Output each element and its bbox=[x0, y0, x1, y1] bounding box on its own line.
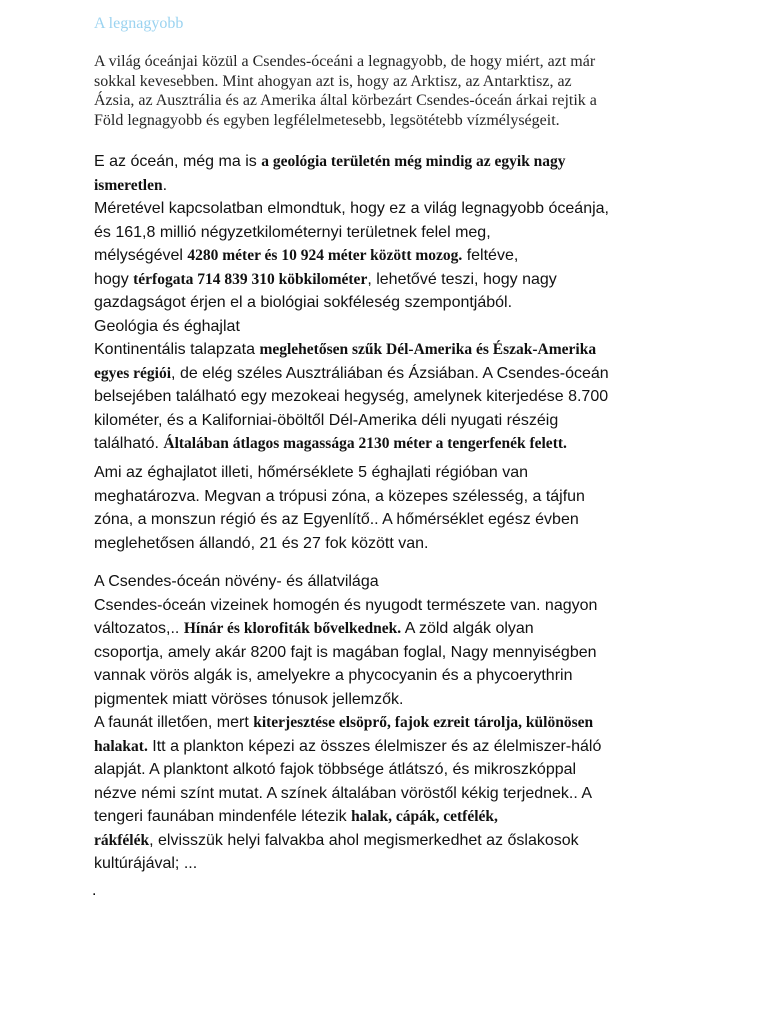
text-segment: feltéve, bbox=[462, 247, 519, 264]
text-line bbox=[94, 315, 704, 339]
text-segment: Itt a plankton képezi az összes élelmiszer és az élelmiszer-háló bbox=[147, 737, 602, 755]
text-segment: , lehetővé teszi, hogy nagy bbox=[367, 270, 557, 288]
text-line bbox=[94, 338, 704, 362]
text-segment: csoportja, amely akár 8200 fajt is magában foglal, Nagy mennyiségben bbox=[94, 643, 597, 661]
intro-line: A világ óceánjai közül a Csendes-óceáni a legnagyobb, de hogy miért, azt már bbox=[94, 53, 596, 70]
text-segment: alapját. A planktont alkotó fajok többsége átlátszó, és mikroszkóppal bbox=[94, 761, 577, 778]
intro-paragraph bbox=[94, 52, 704, 130]
bold-segment: Hínár és klorofiták bővelkednek. bbox=[183, 620, 402, 637]
text-line bbox=[94, 485, 704, 509]
text-segment: belsejében található egy mezokeai hegység, amelynek kiterjedése 8.700 bbox=[94, 388, 609, 405]
text-line bbox=[94, 221, 704, 245]
text-segment: vannak vörös algák is, amelyekre a phycocyanin és a phycoerythrin bbox=[94, 667, 573, 684]
text-segment: Kontinentális talapzata bbox=[94, 341, 260, 358]
text-segment: meghatározva. Megvan a trópusi zóna, a közepes szélesség, a tájfun bbox=[94, 487, 585, 505]
text-segment: Csendes-óceán vizeinek homogén és nyugodt természete van. nagyon bbox=[94, 596, 598, 614]
text-line bbox=[94, 570, 704, 594]
text-segment: található. bbox=[94, 435, 164, 452]
body-block-climate bbox=[94, 461, 704, 555]
text-segment: , elvisszük helyi falvakba ahol megismerkedhet az őslakosok bbox=[149, 831, 579, 849]
text-line bbox=[94, 688, 704, 712]
bold-segment: meglehetősen szűk Dél-Amerika és Észak-Amerika bbox=[259, 341, 597, 358]
text-line bbox=[94, 385, 704, 409]
text-segment: E az óceán, még ma is bbox=[94, 153, 262, 170]
text-line bbox=[94, 174, 704, 198]
text-line bbox=[94, 197, 704, 221]
text-line bbox=[94, 291, 704, 315]
bold-segment: 4280 méter és 10 924 méter között mozog. bbox=[187, 247, 463, 264]
text-line bbox=[94, 461, 704, 485]
text-segment: tengeri faunában mindenféle létezik bbox=[94, 808, 352, 825]
text-line bbox=[94, 150, 704, 174]
text-segment: A faunát illetően, mert bbox=[94, 714, 254, 731]
text-line bbox=[94, 852, 704, 876]
text-line bbox=[94, 532, 704, 556]
text-segment: Méretével kapcsolatban elmondtuk, hogy ez a világ legnagyobb óceánja, bbox=[94, 200, 609, 217]
text-line bbox=[94, 432, 704, 456]
bold-segment: térfogata 714 839 310 köbkilométer bbox=[133, 270, 368, 288]
bold-segment: a geológia területén még mindig az egyik nagy bbox=[261, 153, 566, 170]
text-segment: A zöld algák olyan bbox=[401, 620, 534, 637]
text-line bbox=[94, 782, 704, 806]
text-line bbox=[94, 735, 704, 759]
text-line bbox=[94, 664, 704, 688]
bold-segment: halakat. bbox=[94, 737, 148, 755]
bold-segment: Általában átlagos magassága 2130 méter a tengerfenék felett. bbox=[163, 435, 567, 452]
text-segment: A Csendes-óceán növény- és állatvilága bbox=[94, 573, 379, 590]
text-segment: gazdagságot érjen el a biológiai sokféleség szempontjából. bbox=[94, 294, 513, 311]
text-segment: kultúrájával; ... bbox=[94, 855, 198, 872]
text-segment: meglehetősen állandó, 21 és 27 fok között van. bbox=[94, 534, 429, 552]
bold-segment: egyes régiói bbox=[94, 364, 172, 382]
text-line bbox=[94, 711, 704, 735]
text-line bbox=[94, 508, 704, 532]
text-line bbox=[94, 268, 704, 292]
bold-segment: rákfélék bbox=[94, 831, 150, 849]
text-segment: zóna, a monszun régió és az Egyenlítő.. A hőmérséklet egész évben bbox=[94, 511, 579, 528]
text-segment: nézve némi színt mutat. A színek általában vöröstől kékig terjednek.. A bbox=[94, 784, 593, 802]
text-segment: pigmentek miatt vöröses tónusok jellemzők. bbox=[94, 690, 404, 708]
text-line bbox=[94, 758, 704, 782]
intro-line: Ázsia, az Ausztrália és az Amerika által körbezárt Csendes-óceán árkai rejtik a bbox=[94, 92, 597, 109]
text-line bbox=[94, 409, 704, 433]
text-line bbox=[94, 805, 704, 829]
text-segment: Ami az éghajlatot illeti, hőmérséklete 5 éghajlati régióban van bbox=[94, 464, 529, 481]
text-segment: , de elég széles Ausztráliában és Ázsiában. A Csendes-óceán bbox=[171, 364, 609, 382]
bold-segment: kiterjesztése elsöprő, fajok ezreit tárolja, különösen bbox=[253, 714, 594, 731]
text-segment: kilométer, és a Kaliforniai-öböltől Dél-Amerika déli nyugati részéig bbox=[94, 411, 559, 429]
text-line bbox=[94, 594, 704, 618]
section-heading: A legnagyobb bbox=[94, 15, 184, 32]
text-line bbox=[94, 641, 704, 665]
text-segment: Geológia és éghajlat bbox=[94, 317, 240, 335]
bold-segment: halak, cápák, cetfélék, bbox=[351, 808, 498, 825]
body-block-flora-fauna bbox=[94, 570, 704, 876]
text-segment: változatos,.. bbox=[94, 620, 184, 637]
text-line bbox=[94, 244, 704, 268]
intro-line: Föld legnagyobb és egyben legfélelmetesebb, legsötétebb vízmélységeit. bbox=[94, 111, 560, 129]
bold-segment: ismeretlen bbox=[94, 176, 163, 194]
body-block-ocean-facts bbox=[94, 150, 704, 456]
text-line bbox=[94, 617, 704, 641]
text-segment: hogy bbox=[94, 270, 134, 288]
text-segment: és 161,8 millió négyzetkilométernyi területnek felel meg, bbox=[94, 223, 491, 241]
text-line bbox=[94, 362, 704, 386]
intro-line: sokkal kevesebben. Mint ahogyan azt is, hogy az Arktisz, az Antarktisz, az bbox=[94, 72, 572, 90]
text-segment: mélységével bbox=[94, 247, 188, 264]
text-line bbox=[94, 829, 704, 853]
text-segment: . bbox=[162, 176, 168, 194]
trailing-dot: . bbox=[92, 882, 97, 899]
